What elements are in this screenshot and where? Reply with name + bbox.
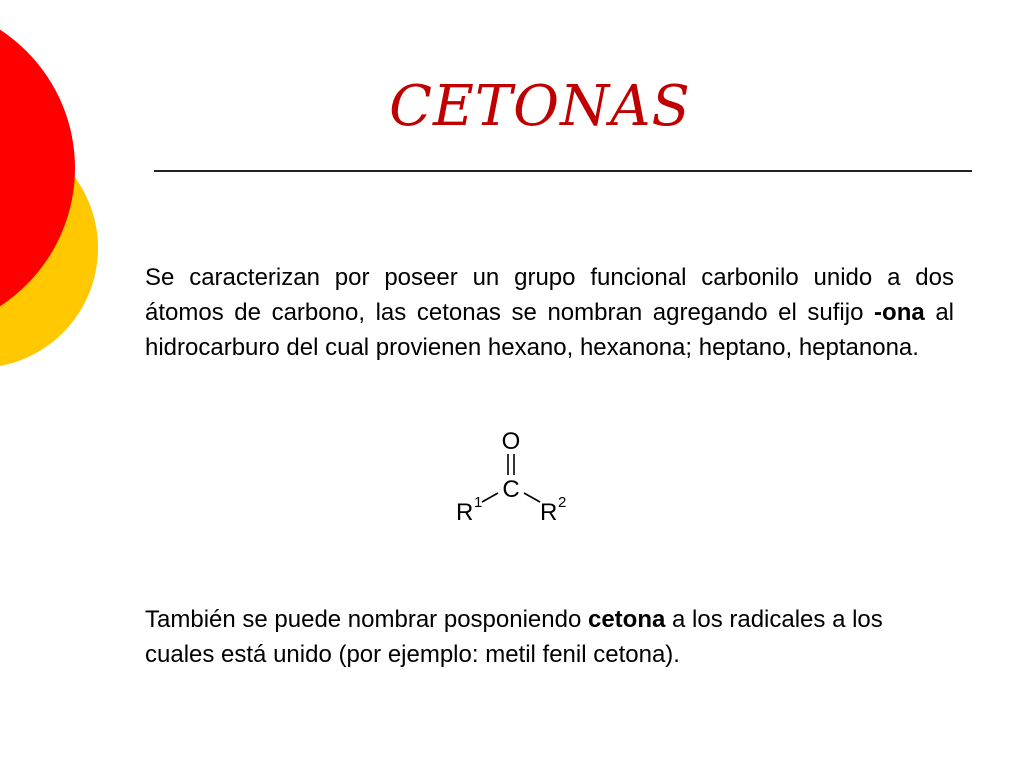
suffix-ona: -ona — [874, 299, 925, 326]
ketone-structure — [452, 425, 582, 525]
group-r1: R — [456, 499, 474, 525]
slide-title: CETONAS — [389, 74, 691, 139]
paragraph-naming-text-1: También se puede nombrar posponiendo — [145, 606, 588, 633]
group-r2: R — [540, 499, 558, 525]
atom-carbon: C — [502, 476, 520, 503]
paragraph-naming — [145, 602, 954, 672]
bond-right — [524, 493, 540, 502]
paragraph-naming-text-2: a los radicales a los cuales está unido (por ejemplo: metil fenil cetona). — [145, 606, 883, 668]
word-cetona: cetona — [587, 606, 666, 633]
atom-oxygen: O — [501, 428, 521, 455]
paragraph-definition-text-1: Se caracterizan por poseer un grupo funcional carbonilo unido a dos átomos de carbono, las cetonas se nombran agregando el sufijo — [145, 264, 954, 326]
title-divider — [154, 170, 972, 172]
paragraph-definition — [145, 260, 954, 365]
paragraph-definition-text-2: al hidrocarburo del cual provienen hexano, hexanona; heptano, heptanona. — [145, 299, 954, 361]
group-r1-superscript: 1 — [474, 494, 483, 511]
group-r2-superscript: 2 — [558, 494, 567, 511]
bond-left — [482, 493, 498, 502]
